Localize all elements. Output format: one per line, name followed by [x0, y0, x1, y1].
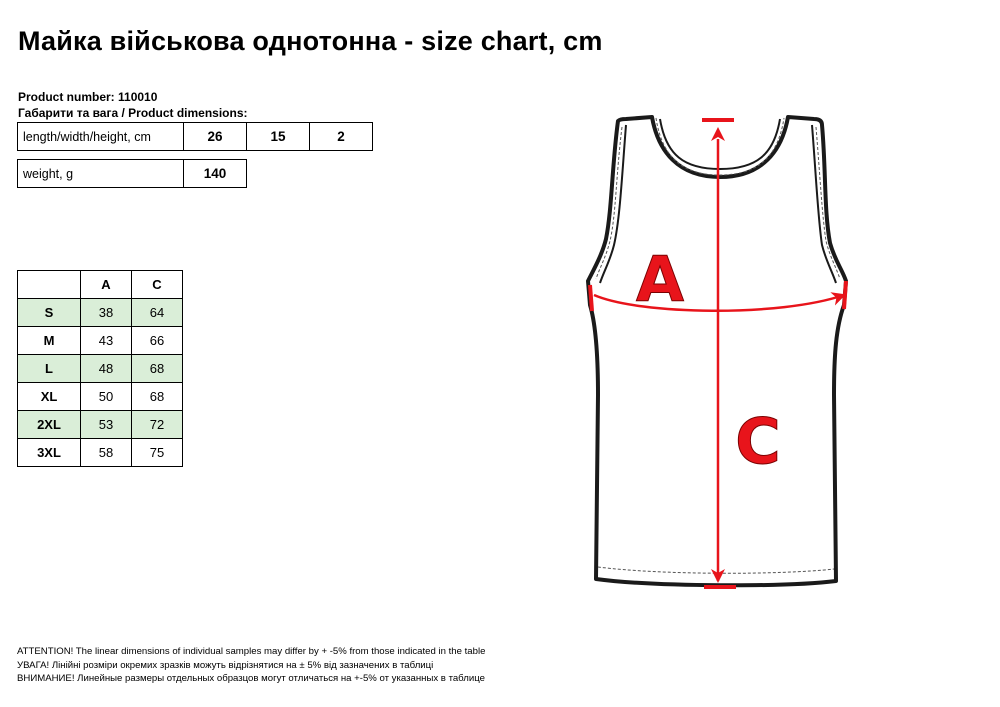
- size-table: [17, 270, 183, 467]
- label-c: C: [735, 405, 781, 478]
- page-title: Майка військова однотонна - size chart, cm: [18, 26, 603, 56]
- dimensions-row: [18, 123, 373, 151]
- header-c: C: [132, 271, 183, 299]
- weight-label: weight, g: [18, 160, 184, 188]
- weight-table: [17, 159, 247, 188]
- table-row: [18, 327, 183, 355]
- dimension-width: 15: [247, 123, 310, 151]
- header-a: A: [81, 271, 132, 299]
- a-cell: 58: [81, 439, 132, 467]
- product-number: Product number: 110010: [18, 90, 158, 104]
- size-cell: 3XL: [18, 439, 81, 467]
- dimension-length: 26: [184, 123, 247, 151]
- c-cell: 68: [132, 355, 183, 383]
- table-row: [18, 411, 183, 439]
- table-row: [18, 299, 183, 327]
- a-cell: 53: [81, 411, 132, 439]
- attention-note-uk: УВАГА! Лінійні розміри окремих зразків можуть відрізнятися на ± 5% від зазначених в таблиці: [17, 660, 434, 671]
- dimension-height: 2: [310, 123, 373, 151]
- dimensions-label: length/width/height, cm: [18, 123, 184, 151]
- c-cell: 64: [132, 299, 183, 327]
- size-cell: XL: [18, 383, 81, 411]
- table-row: [18, 355, 183, 383]
- size-table-header: [18, 271, 183, 299]
- a-cell: 48: [81, 355, 132, 383]
- attention-note-ru: ВНИМАНИЕ! Линейные размеры отдельных образцов могут отличаться на +-5% от указанных в таблице: [17, 673, 485, 684]
- attention-note-en: ATTENTION! The linear dimensions of individual samples may differ by + -5% from those indicated in the table: [17, 646, 486, 657]
- table-row: [18, 439, 183, 467]
- a-cell: 38: [81, 299, 132, 327]
- size-cell: S: [18, 299, 81, 327]
- weight-row: [18, 160, 247, 188]
- a-cell: 50: [81, 383, 132, 411]
- weight-value: 140: [184, 160, 247, 188]
- table-row: [18, 383, 183, 411]
- size-cell: M: [18, 327, 81, 355]
- dimensions-heading: Габарити та вага / Product dimensions:: [18, 106, 248, 120]
- dimensions-table: [17, 122, 373, 151]
- tank-top-diagram: [560, 95, 890, 605]
- label-a: A: [636, 243, 684, 316]
- c-cell: 75: [132, 439, 183, 467]
- c-cell: 68: [132, 383, 183, 411]
- a-cell: 43: [81, 327, 132, 355]
- size-cell: L: [18, 355, 81, 383]
- c-cell: 72: [132, 411, 183, 439]
- size-cell: 2XL: [18, 411, 81, 439]
- c-cell: 66: [132, 327, 183, 355]
- header-size: [18, 271, 81, 299]
- tank-top-icon: [560, 95, 890, 605]
